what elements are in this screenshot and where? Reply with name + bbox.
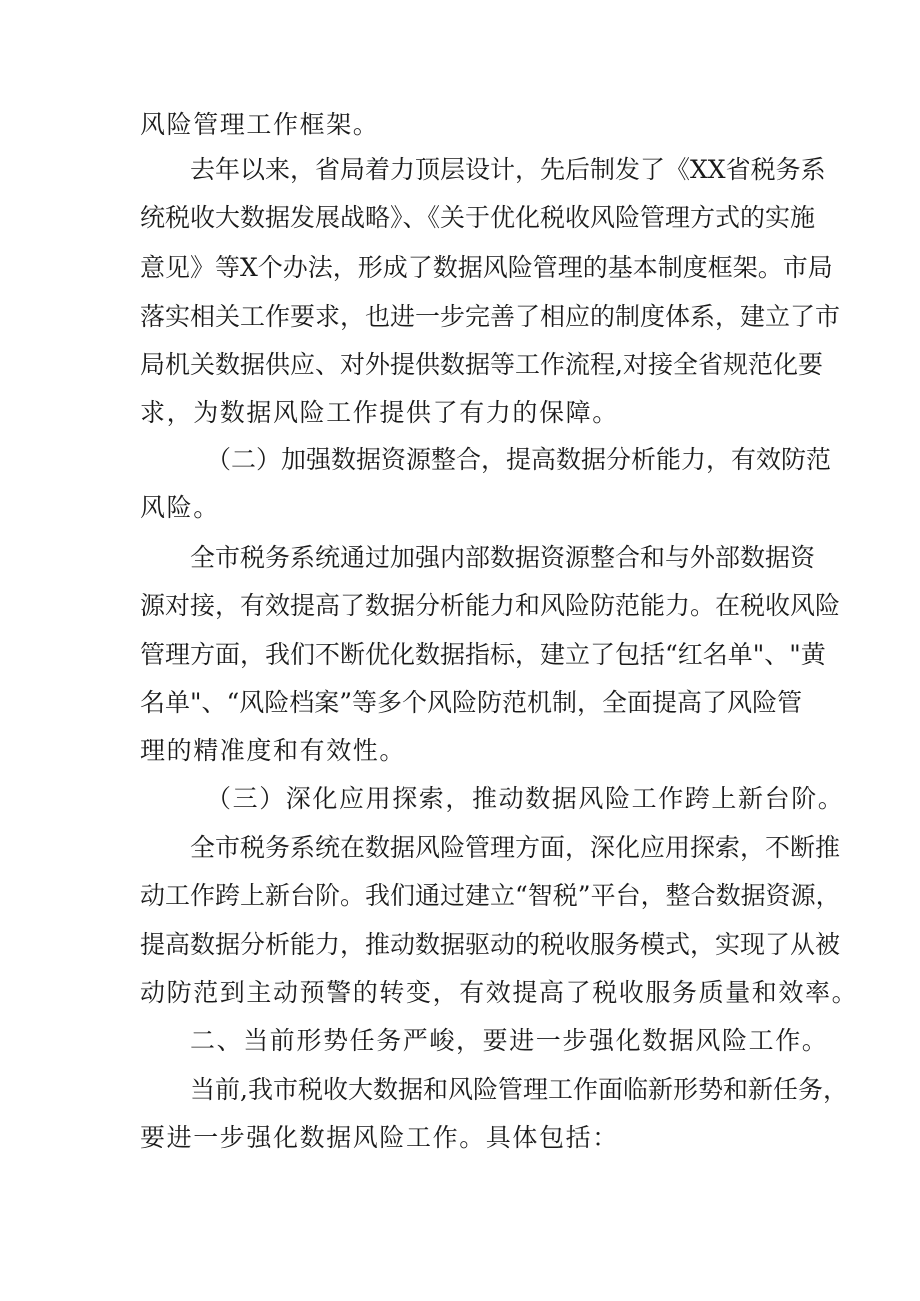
- paragraph-line: 当前,我市税收大数据和风险管理工作面临新形势和新任务，: [190, 1075, 848, 1104]
- paragraph-line: 去年以来，省局着力顶层设计，先后制发了《XX省税务系: [190, 155, 826, 184]
- section-heading-line: 风险。: [140, 493, 220, 522]
- section-heading-line: （二）加强数据资源整合，提高数据分析能力，有效防范: [206, 445, 832, 474]
- paragraph-line: 意见》等X个办法，形成了数据风险管理的基本制度框架。市局: [140, 253, 833, 282]
- paragraph-line: 动防范到主动预警的转变，有效提高了税收服务质量和效率。: [140, 978, 859, 1007]
- section-heading-line: （三）深化应用探索，推动数据风险工作跨上新台阶。: [206, 784, 845, 813]
- paragraph-line: 全市税务系统在数据风险管理方面，深化应用探索，不断推: [190, 833, 841, 862]
- paragraph-line: 统税收大数据发展战略》、《关于优化税收风险管理方式的实施: [140, 203, 816, 232]
- section-heading-line: 二、当前形势任务严峻，要进一步强化数据风险工作。: [190, 1026, 829, 1055]
- paragraph-line: 理的精准度和有效性。: [140, 736, 407, 765]
- paragraph-line: 管理方面，我们不断优化数据指标，建立了包括“红名单"、"黄: [140, 640, 826, 669]
- paragraph-line: 风险管理工作框架。: [140, 110, 380, 139]
- paragraph-line: 源对接，有效提高了数据分析能力和风险防范能力。在税收风险: [140, 591, 841, 620]
- paragraph-line: 局机关数据供应、对外提供数据等工作流程,对接全省规范化要: [140, 350, 823, 379]
- paragraph-line: 提高数据分析能力，推动数据驱动的税收服务模式，实现了从被: [140, 930, 841, 959]
- paragraph-line: 求，为数据风险工作提供了有力的保障。: [140, 398, 619, 427]
- paragraph-line: 全市税务系统通过加强内部数据资源整合和与外部数据资: [190, 543, 816, 572]
- paragraph-line: 落实相关工作要求，也进一步完善了相应的制度体系，建立了市: [140, 302, 841, 331]
- paragraph-line: 名单"、“风险档案”等多个风险防范机制，全面提高了风险管: [140, 688, 803, 717]
- paragraph-line: 动工作跨上新台阶。我们通过建立“智税”平台，整合数据资源，: [140, 881, 841, 910]
- paragraph-line: 要进一步强化数据风险工作。具体包括：: [140, 1123, 619, 1152]
